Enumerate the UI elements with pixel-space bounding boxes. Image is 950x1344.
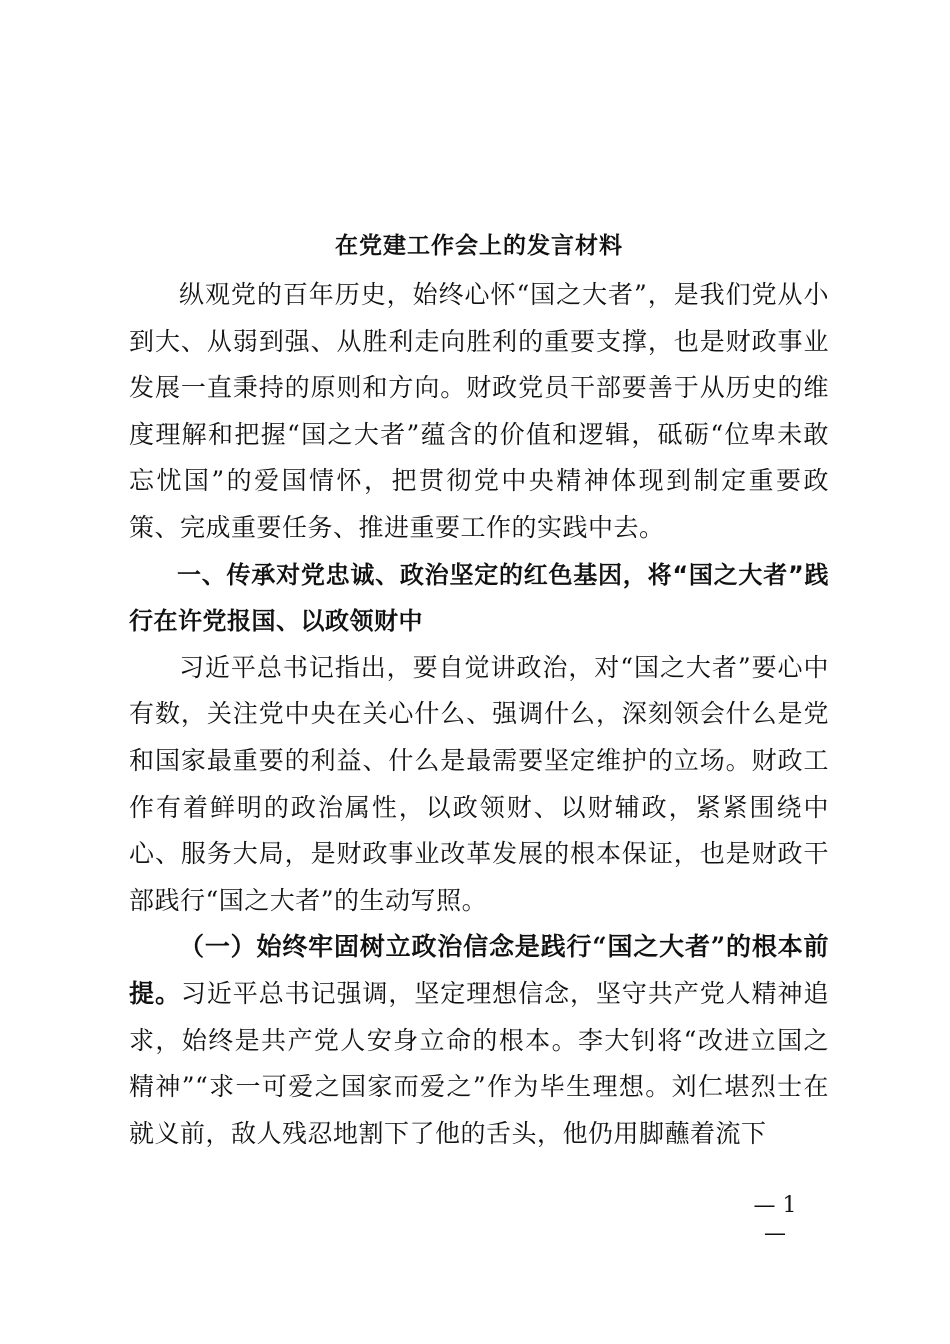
- subsection-1-lead: （一）始终牢固树立政治信念是践行“国之大者”的根本前提。: [129, 932, 829, 1008]
- subsection-1-body: 习近平总书记强调，坚定理想信念，坚守共产党人精神追求，始终是共产党人安身立命的根本。李大钊将“改进立国之精神”“求一可爱之国家而爱之”作为毕生理想。刘仁堪烈士在就义前，敌人残忍地割下了他的舌头，他仍用脚蘸着流下: [129, 978, 829, 1148]
- section-1-paragraph: 习近平总书记指出，要自觉讲政治，对“国之大者”要心中有数，关注党中央在关心什么、强调什么，深刻领会什么是党和国家最重要的利益、什么是最需要坚定维护的立场。财政工作有着鲜明的政治属性，以政领财、以财辅政，紧紧围绕中心、服务大局，是财政事业改革发展的根本保证，也是财政干部践行“国之大者”的生动写照。: [129, 652, 829, 915]
- subsection-1-paragraph: [129, 924, 829, 1157]
- intro-paragraph: 纵观党的百年历史，始终心怀“国之大者”，是我们党从小到大、从弱到强、从胜利走向胜利的重要支撑，也是财政事业发展一直秉持的原则和方向。财政党员干部要善于从历史的维度理解和把握“国之大者”蕴含的价值和逻辑，砥砺“位卑未敢忘忧国”的爱国情怀，把贯彻党中央精神体现到制定重要政策、完成重要任务、推进重要工作的实践中去。: [129, 280, 829, 542]
- section-heading-1: 一、传承对党忠诚、政治坚定的红色基因，将“国之大者”践行在许党报国、以政领财中: [129, 560, 829, 636]
- document-title: 在党建工作会上的发言材料: [335, 232, 623, 259]
- page-number: — 1 —: [753, 1193, 797, 1246]
- document-body: [129, 228, 829, 1157]
